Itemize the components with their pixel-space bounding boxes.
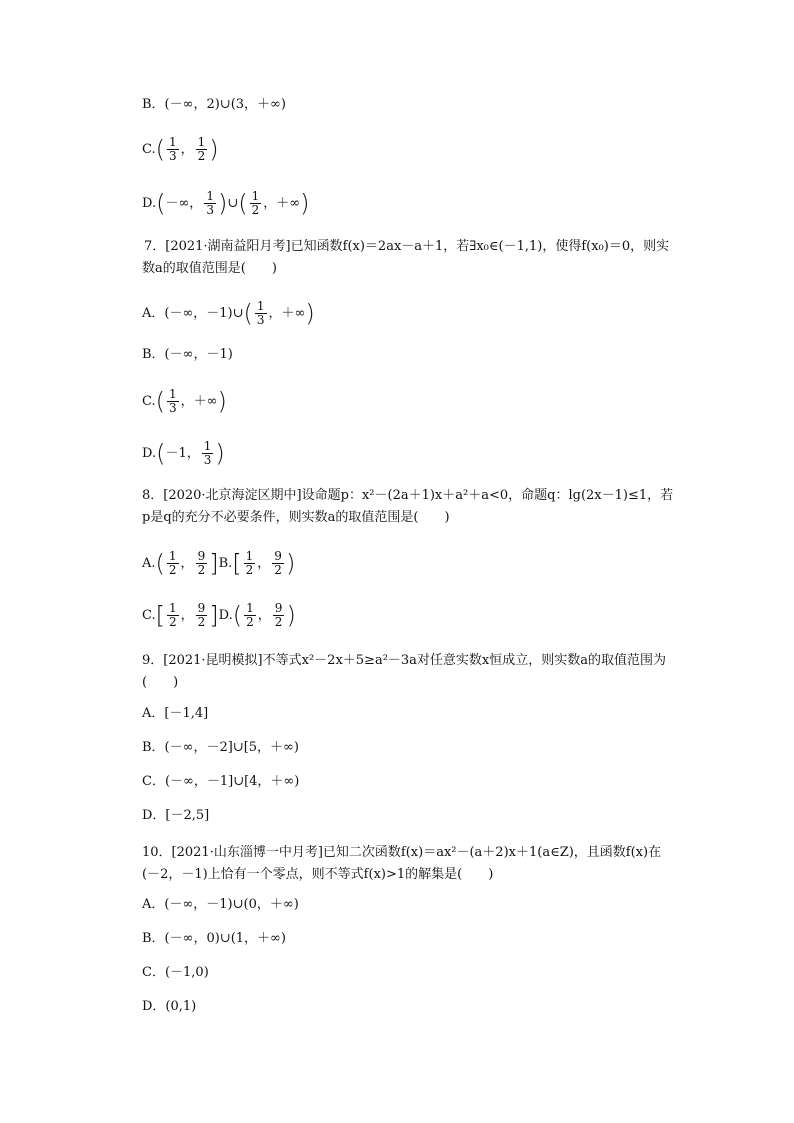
option-7d: D.(－1， $\frac{1}{3}$ ) <box>142 439 225 468</box>
fraction: $\frac{1}{3}$ <box>169 135 177 163</box>
fraction: $\frac{1}{2}$ <box>197 135 206 163</box>
option-10c: C．(－1,0) <box>142 965 209 980</box>
question-9-stem: 9．[2021·昆明模拟]不等式x²－2x＋5≥a²－3a对任意实数x恒成立，则实数a的取值范围为( ) <box>142 653 667 690</box>
option-6d: D.(－∞， $\frac{1}{3}$ )∪( $\frac{1}{2}$ ，＋∞) <box>142 189 310 218</box>
fraction: $\frac{1}{3}$ <box>206 189 214 217</box>
option-7a: A．(－∞，－1)∪( $\frac{1}{3}$ ，＋∞) <box>142 299 315 328</box>
question-7-stem: 7．[2021·湖南益阳月考]已知函数f(x)＝2ax－a＋1，若∃x₀∈(－1,1)，使得f(x₀)＝0，则实数a的取值范围是( ) <box>142 239 670 276</box>
option-9b: B．(－∞，－2]∪[5，＋∞) <box>142 740 299 755</box>
option-8c-8d: C.[ $\frac{1}{2}$ ， $\frac{9}{2}$ ]D.( $\frac{1}{2}$ ， $\frac{9}{2}$ ) <box>142 601 296 630</box>
option-label: C. <box>142 142 156 157</box>
option-7c: C.( $\frac{1}{3}$ ，＋∞) <box>142 387 227 416</box>
fraction: $\frac{1}{3}$ <box>256 299 265 327</box>
option-6c: C.( $\frac{1}{3}$ ， $\frac{1}{2}$ ) <box>142 135 219 164</box>
question-10-stem: 10．[2021·山东淄博一中月考]已知二次函数f(x)＝ax²－(a＋2)x＋1(a∈Z)，且函数f(x)在(－2，－1)上恰有一个零点，则不等式f(x)>1的解集是( ) <box>142 845 662 882</box>
option-9d: D．[－2,5] <box>142 808 210 823</box>
option-10b: B．(－∞，0)∪(1，＋∞) <box>142 931 286 946</box>
question-8-stem: 8．[2020·北京海淀区期中]设命题p：x²－(2a＋1)x＋a²＋a<0，命题q：lg(2x－1)≤1，若p是q的充分不必要条件，则实数a的取值范围是( ) <box>142 488 674 525</box>
fraction: $\frac{1}{2}$ <box>251 189 260 217</box>
option-8a-8b: A.( $\frac{1}{2}$ ， $\frac{9}{2}$ ]B.[ $\frac{1}{2}$ ， $\frac{9}{2}$ ) <box>142 549 296 578</box>
fraction: $\frac{1}{3}$ <box>169 387 177 415</box>
option-10d: D．(0,1) <box>142 999 197 1014</box>
option-9a: A．[－1,4] <box>142 706 209 721</box>
option-7b: B．(－∞，－1) <box>142 347 233 362</box>
option-6b: B．(－∞，2)∪(3，＋∞) <box>142 97 286 112</box>
option-9c: C．(－∞，－1]∪[4，＋∞) <box>142 774 300 789</box>
fraction: $\frac{1}{3}$ <box>203 439 212 467</box>
option-10a: A．(－∞，－1)∪(0，＋∞) <box>142 897 299 912</box>
